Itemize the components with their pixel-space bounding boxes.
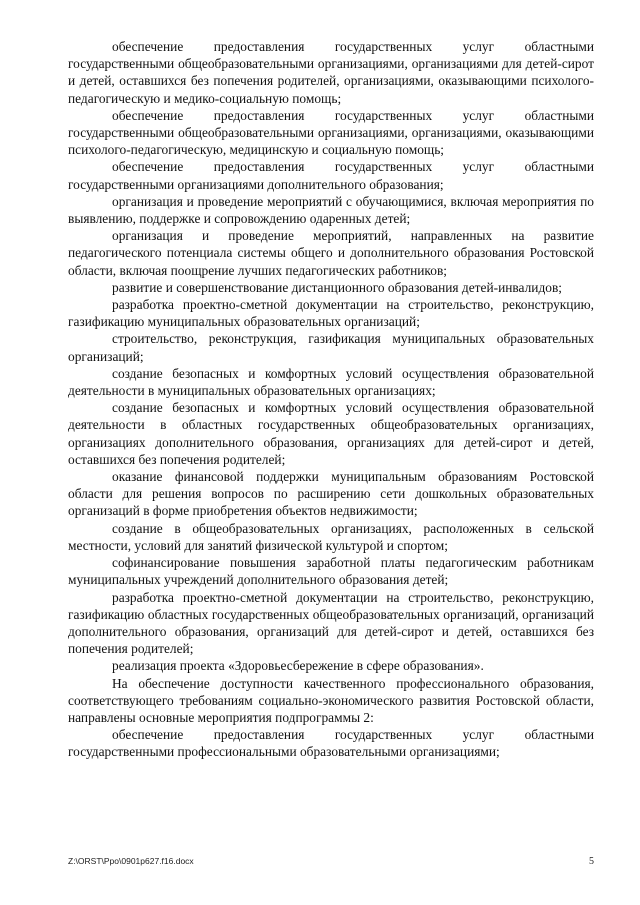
paragraph: обеспечение предоставления государственных услуг областными государственными организациями дополнительного образования; bbox=[68, 159, 594, 192]
file-path: Z:\ORST\Ppo\0901p627.f16.docx bbox=[68, 856, 194, 866]
paragraph: На обеспечение доступности качественного профессионального образования, соответствующего требованиям социально-экономического развития Ростовской области, направлены основные мероприятия подпрограммы 2: bbox=[68, 675, 594, 725]
paragraph: организация и проведение мероприятий с обучающимися, включая мероприятия по выявлению, поддержке и сопровождению одаренных детей; bbox=[68, 193, 594, 227]
paragraph: создание безопасных и комфортных условий осуществления образовательной деятельности в областных государственных общеобразовательных организациях, организациях дополнительного образования, организациях для детей-сирот и детей, оставшихся без попечения родителей; bbox=[68, 400, 594, 467]
paragraph: оказание финансовой поддержки муниципальным образованиям Ростовской области для решения вопросов по расширению сети дошкольных образовательных организаций в форме приобретения объектов недвижимости; bbox=[68, 469, 594, 519]
document-body bbox=[68, 38, 594, 761]
paragraph: обеспечение предоставления государственных услуг областными государственными профессиональными образовательными организациями; bbox=[68, 727, 594, 760]
page-number: 5 bbox=[589, 856, 594, 867]
paragraph: софинансирование повышения заработной платы педагогическим работникам муниципальных учреждений дополнительного образования детей; bbox=[68, 555, 594, 588]
paragraph: развитие и совершенствование дистанционного образования детей-инвалидов; bbox=[112, 279, 563, 295]
paragraph: разработка проектно-сметной документации на строительство, реконструкцию, газификацию областных государственных общеобразовательных организаций, организаций дополнительного образования, организаций для детей-сирот и детей, оставшихся без попечения родителей; bbox=[68, 589, 594, 657]
paragraph: создание безопасных и комфортных условий осуществления образовательной деятельности в муниципальных образовательных организациях; bbox=[68, 365, 594, 399]
paragraph: обеспечение предоставления государственных услуг областными государственными общеобразовательными организациями, организациями для детей-сирот и детей, оставшихся без попечения родителей, организациями, оказывающими психолого-педагогическую и медико-социальную помощь; bbox=[68, 39, 594, 106]
paragraph: создание в общеобразовательных организациях, расположенных в сельской местности, условий для занятий физической культурой и спортом; bbox=[68, 520, 594, 553]
paragraph: организация и проведение мероприятий, направленных на развитие педагогического потенциала системы общего и дополнительного образования Ростовской области, включая поощрение лучших педагогических работников; bbox=[68, 228, 594, 278]
paragraph: реализация проекта «Здоровьесбережение в сфере образования». bbox=[112, 658, 484, 674]
paragraph: разработка проектно-сметной документации на строительство, реконструкцию, газификацию муниципальных образовательных организаций; bbox=[68, 297, 594, 330]
paragraph: строительство, реконструкция, газификация муниципальных образовательных организаций; bbox=[68, 331, 594, 364]
paragraph: обеспечение предоставления государственных услуг областными государственными общеобразовательными организациями, организациями, оказывающими психолого-педагогическую, медицинскую и социальную помощь; bbox=[68, 107, 594, 158]
